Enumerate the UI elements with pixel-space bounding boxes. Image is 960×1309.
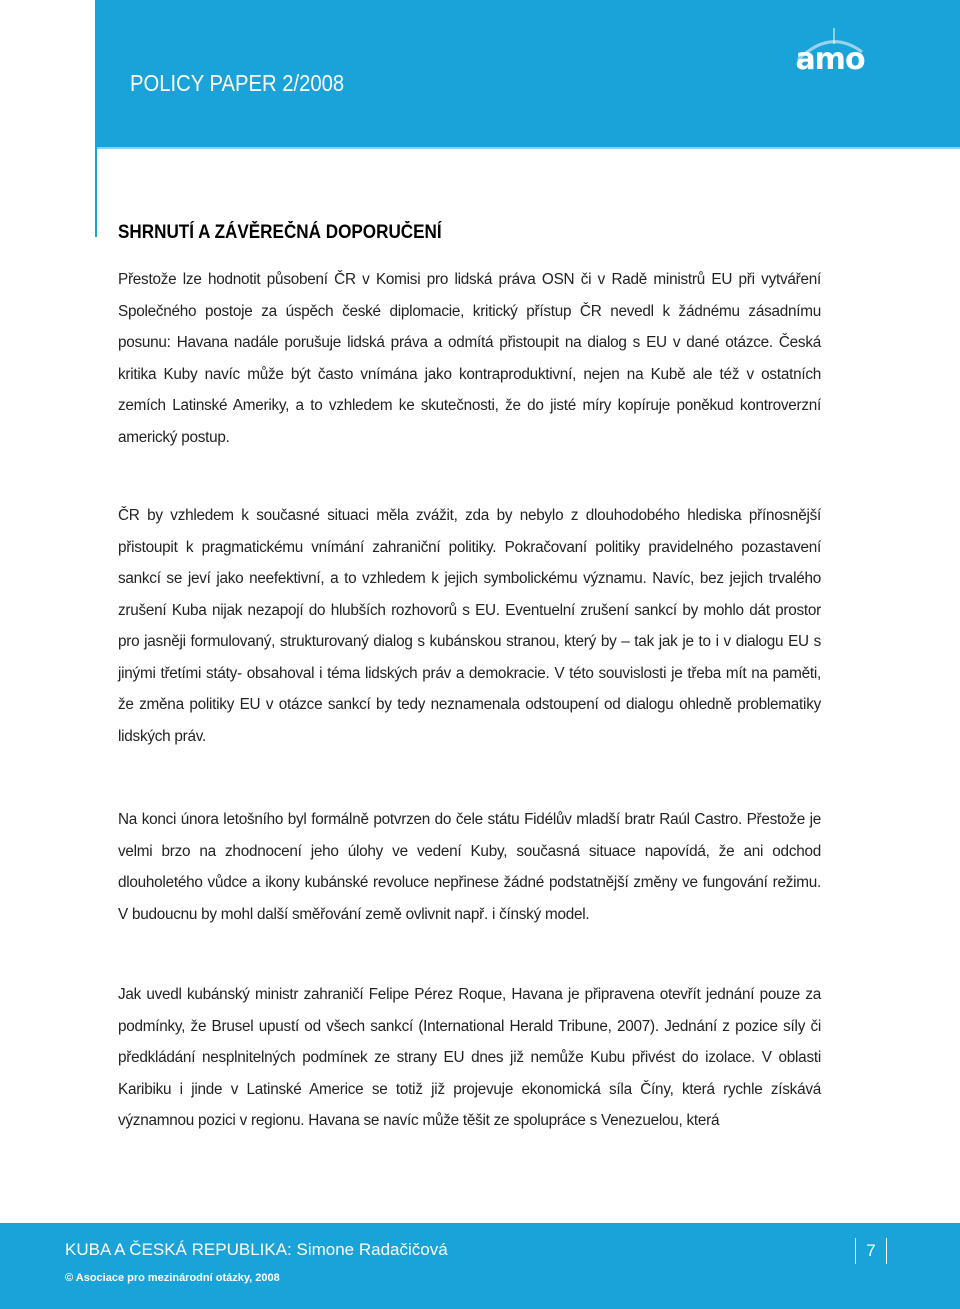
header-divider [95,147,960,149]
paragraph-3: Na konci února letošního byl formálně potvrzen do čele státu Fidélův mladší bratr Raúl Castro. Přestože je velmi brzo na zhodnocení jeho úlohy ve vedení Kuby, současná situace napovídá, že ani odchod dlouholetého vůdce a ikony kubánské revoluce nepřinese žádné podstatnější změny ve fungování režimu. V budoucnu by mohl další směřování země ovlivnit např. i čínský model. [118,811,821,923]
paragraph-2: ČR by vzhledem k současné situaci měla zvážit, zda by nebylo z dlouhodobého hlediska přínosnější přistoupit k pragmatickému vnímání zahraniční politiky. Pokračovaní politiky pravidelného pozastavení sankcí se jeví jako neefektivní, a to vzhledem k jejich symbolickému významu. Navíc, bez jejich trvalého zrušení Kuba nijak nezapojí do hlubších rozhovorů s EU. Eventuelní zrušení sankcí by mohlo dát prostor pro jasněji formulovaný, strukturovaný dialog s kubánskou stranou, který by – tak jak je to i v dialogu EU s jinými třetími státy- obsahoval i téma lidských práv a demokracie. V této souvislosti je třeba mít na paměti, že změna politiky EU v otázce sankcí by tedy neznamenala odstoupení od dialogu ohledně problematiky lidských práv. [118,507,821,745]
page-number: 7 [866,1241,876,1260]
footer-copyright: © Asociace pro mezinárodní otázky, 2008 [65,1272,280,1284]
section-heading: SHRNUTÍ A ZÁVĚREČNÁ DOPORUČENÍ [118,222,442,243]
main-content [118,222,821,1137]
footer-title: KUBA A ČESKÁ REPUBLIKA: Simone Radačičová [65,1240,448,1259]
footer-band [0,1223,960,1309]
series-title: POLICY PAPER 2/2008 [130,70,345,96]
paragraph-1: Přestože lze hodnotit působení ČR v Komisi pro lidská práva OSN či v Radě ministrů EU při vytváření Společného postoje za úspěch české diplomacie, kritický přístup ČR nevedl k žádnému zásadnímu posunu: Havana nadále porušuje lidská práva a odmítá přistoupit na dialog s EU v dané otázce. Česká kritika Kuby navíc může být často vnímána jako kontraproduktivní, nejen na Kubě ale též v ostatních zemích Latinské Ameriky, a to vzhledem ke skutečnosti, že do jisté míry kopíruje poněkud kontroverzní americký postup. [118,271,821,446]
header-side-rule [95,147,97,237]
page-number-box [855,1238,887,1264]
logo-text: amo [795,42,865,77]
paragraph-4: Jak uvedl kubánský ministr zahraničí Felipe Pérez Roque, Havana je připravena otevřít jednání pouze za podmínky, že Brusel upustí od všech sankcí (International Herald Tribune, 2007). Jednání z pozice síly či předkládání nesplnitelných podmínek ze strany EU dnes již nemůže Kubu přivést do izolace. V oblasti Karibiku i jinde v Latinské Americe se totiž již projevuje ekonomická síla Číny, která rychle získává významnou pozici v regionu. Havana se navíc může těšit ze spolupráce s Venezuelou, která [118,986,821,1129]
amo-logo [790,22,870,82]
